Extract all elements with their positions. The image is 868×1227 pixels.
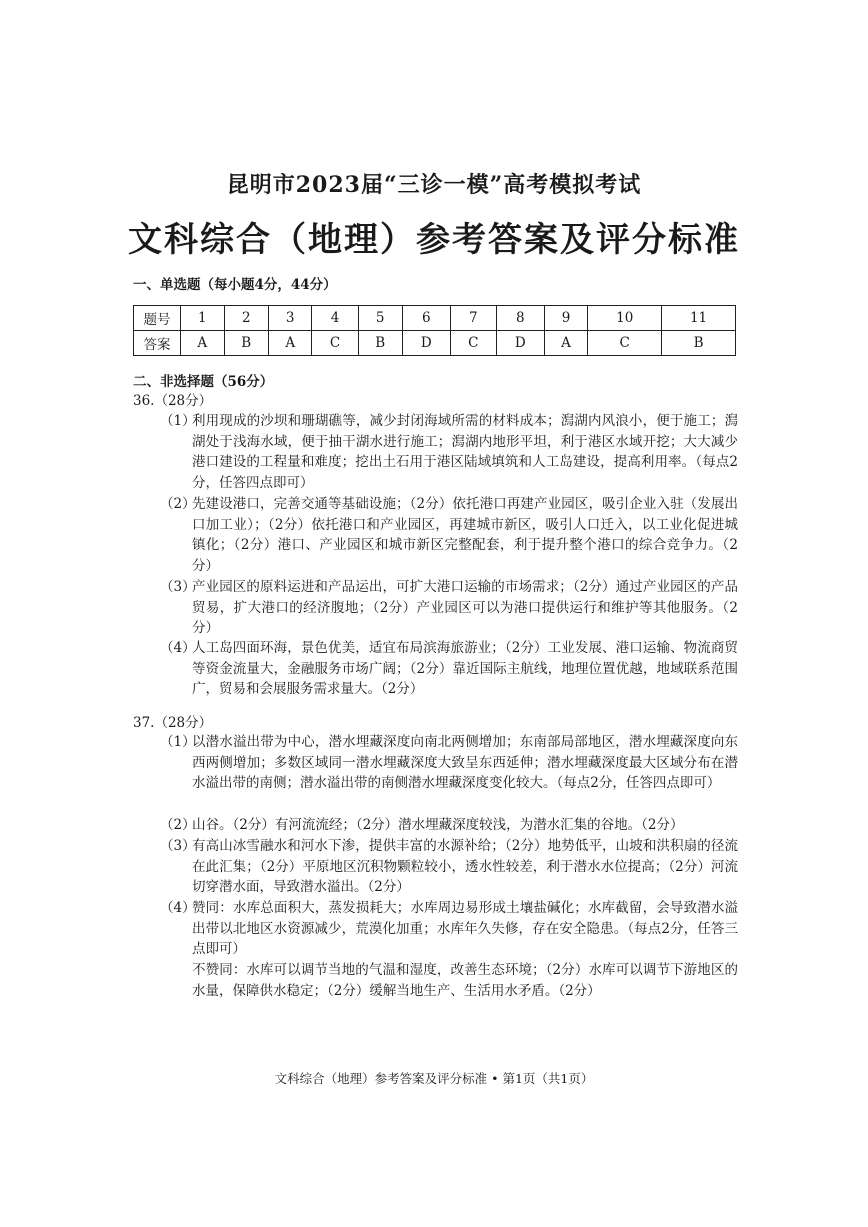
question-36-heading: 36.（28分） [133, 393, 213, 409]
item-number: （3） [160, 838, 196, 854]
item-number: （1） [160, 734, 196, 750]
q37-answer-1 [160, 732, 738, 794]
q37-answer-2 [160, 815, 738, 836]
exam-title: 昆明市2023届“三诊一模”高考模拟考试 [226, 172, 642, 198]
item-text: 利用现成的沙坝和珊瑚礁等，减少封闭海域所需的材料成本；澙湖内风浪小，便于施工；澙湖处于浅海水域，便于抽干湖水进行施工；澙湖内地形平坦，利于港区水域开挖；大大减少港口建设的工程量和难度；挖出土石用于港区陆域填筑和人工岛建设，提高利用率。（每点2分，任答四点即可） [192, 413, 738, 492]
table-cell: C [312, 331, 358, 356]
table-cell: 5 [358, 306, 402, 331]
table-cell: A [181, 331, 225, 356]
document-title: 文科综合（地理）参考答案及评分标准 [128, 220, 740, 260]
item-text: 山谷。（2分）有河流流经；（2分）潜水埋藏深度较浅，为潜水汇集的谷地。（2分） [192, 817, 684, 833]
question-37-heading: 37.（28分） [133, 715, 213, 731]
table-cell: B [662, 331, 736, 356]
section-heading-single-choice: 一、单选题（每小题4分，44分） [133, 277, 337, 293]
table-row-label: 题号 [134, 306, 181, 331]
item-text: 产业园区的原料运进和产品运出，可扩大港口运输的市场需求；（2分）通过产业园区的产品贸易，扩大港口的经济腹地；（2分）产业园区可以为港口提供运行和维护等其他服务。（2分） [192, 579, 738, 637]
section-heading-free-response: 二、非选择题（56分） [133, 374, 274, 390]
q37-answer-4 [160, 898, 738, 1002]
table-cell: D [402, 331, 450, 356]
table-row-questions [134, 306, 736, 331]
table-cell: 2 [224, 306, 268, 331]
table-cell: 3 [268, 306, 312, 331]
table-cell: 9 [544, 306, 588, 331]
q36-answer-1 [160, 411, 738, 494]
table-cell: 4 [312, 306, 358, 331]
table-cell: B [358, 331, 402, 356]
table-cell: A [268, 331, 312, 356]
table-cell: 7 [450, 306, 496, 331]
item-number: （3） [160, 579, 196, 595]
q36-answer-3 [160, 577, 738, 639]
item-text: 以潜水溢出带为中心，潜水埋藏深度向南北两侧增加；东南部局部地区，潜水埋藏深度向东西两侧增加；多数区域同一潜水埋藏深度大致呈东西延伸；潜水埋藏深度最大区域分布在潜水溢出带的南侧；潜水溢出带的南侧潜水埋藏深度变化较大。（每点2分，任答四点即可） [192, 734, 738, 792]
page-footer: 文科综合（地理）参考答案及评分标准 • 第1页（共1页） [274, 1071, 594, 1086]
table-cell: C [450, 331, 496, 356]
table-row-answers [134, 331, 736, 356]
table-cell: D [496, 331, 544, 356]
table-cell: C [588, 331, 662, 356]
table-cell: 6 [402, 306, 450, 331]
item-text: 有高山冰雪融水和河水下渗，提供丰富的水源补给；（2分）地势低平，山坡和洪积扇的径流在此汇集；（2分）平原地区沉积物颗粒较小，透水性较差，利于潜水水位提高；（2分）河流切穿潜水面，导致潜水溢出。（2分） [192, 838, 738, 896]
table-cell: 10 [588, 306, 662, 331]
item-text-alternative: 不赞同：水库可以调节当地的气温和湿度，改善生态环境；（2分）水库可以调节下游地区的水量，保障供水稳定；（2分）缓解当地生产、生活用水矛盾。（2分） [192, 962, 738, 999]
item-text: 人工岛四面环海，景色优美，适宜布局滨海旅游业；（2分）工业发展、港口运输、物流商贸等资金流量大，金融服务市场广阔；（2分）靠近国际主航线，地理位置优越，地域联系范围广，贸易和会展服务需求量大。（2分） [192, 640, 738, 698]
item-text: 先建设港口，完善交通等基础设施；（2分）依托港口再建产业园区，吸引企业入驻（发展出口加工业）；（2分）依托港口和产业园区，再建城市新区，吸引人口迁入，以工业化促进城镇化；（2分）港口、产业园区和城市新区完整配套，利于提升整个港口的综合竞争力。（2分） [192, 496, 738, 575]
table-cell: 8 [496, 306, 544, 331]
q36-answer-4 [160, 638, 738, 700]
item-number: （2） [160, 496, 196, 512]
item-number: （2） [160, 817, 196, 833]
answer-table [133, 305, 736, 356]
table-cell: 11 [662, 306, 736, 331]
table-cell: A [544, 331, 588, 356]
q36-answer-2 [160, 494, 738, 577]
q37-answer-3 [160, 836, 738, 898]
item-number: （4） [160, 900, 196, 916]
item-number: （4） [160, 640, 196, 656]
item-number: （1） [160, 413, 196, 429]
table-cell: B [224, 331, 268, 356]
table-cell: 1 [181, 306, 225, 331]
item-text: 赞同：水库总面积大，蒸发损耗大；水库周边易形成土壤盐碱化；水库截留，会导致潜水溢出带以北地区水资源减少，荒漠化加重；水库年久失修，存在安全隐患。（每点2分，任答三点即可） [192, 900, 738, 958]
table-row-label: 答案 [134, 331, 181, 356]
